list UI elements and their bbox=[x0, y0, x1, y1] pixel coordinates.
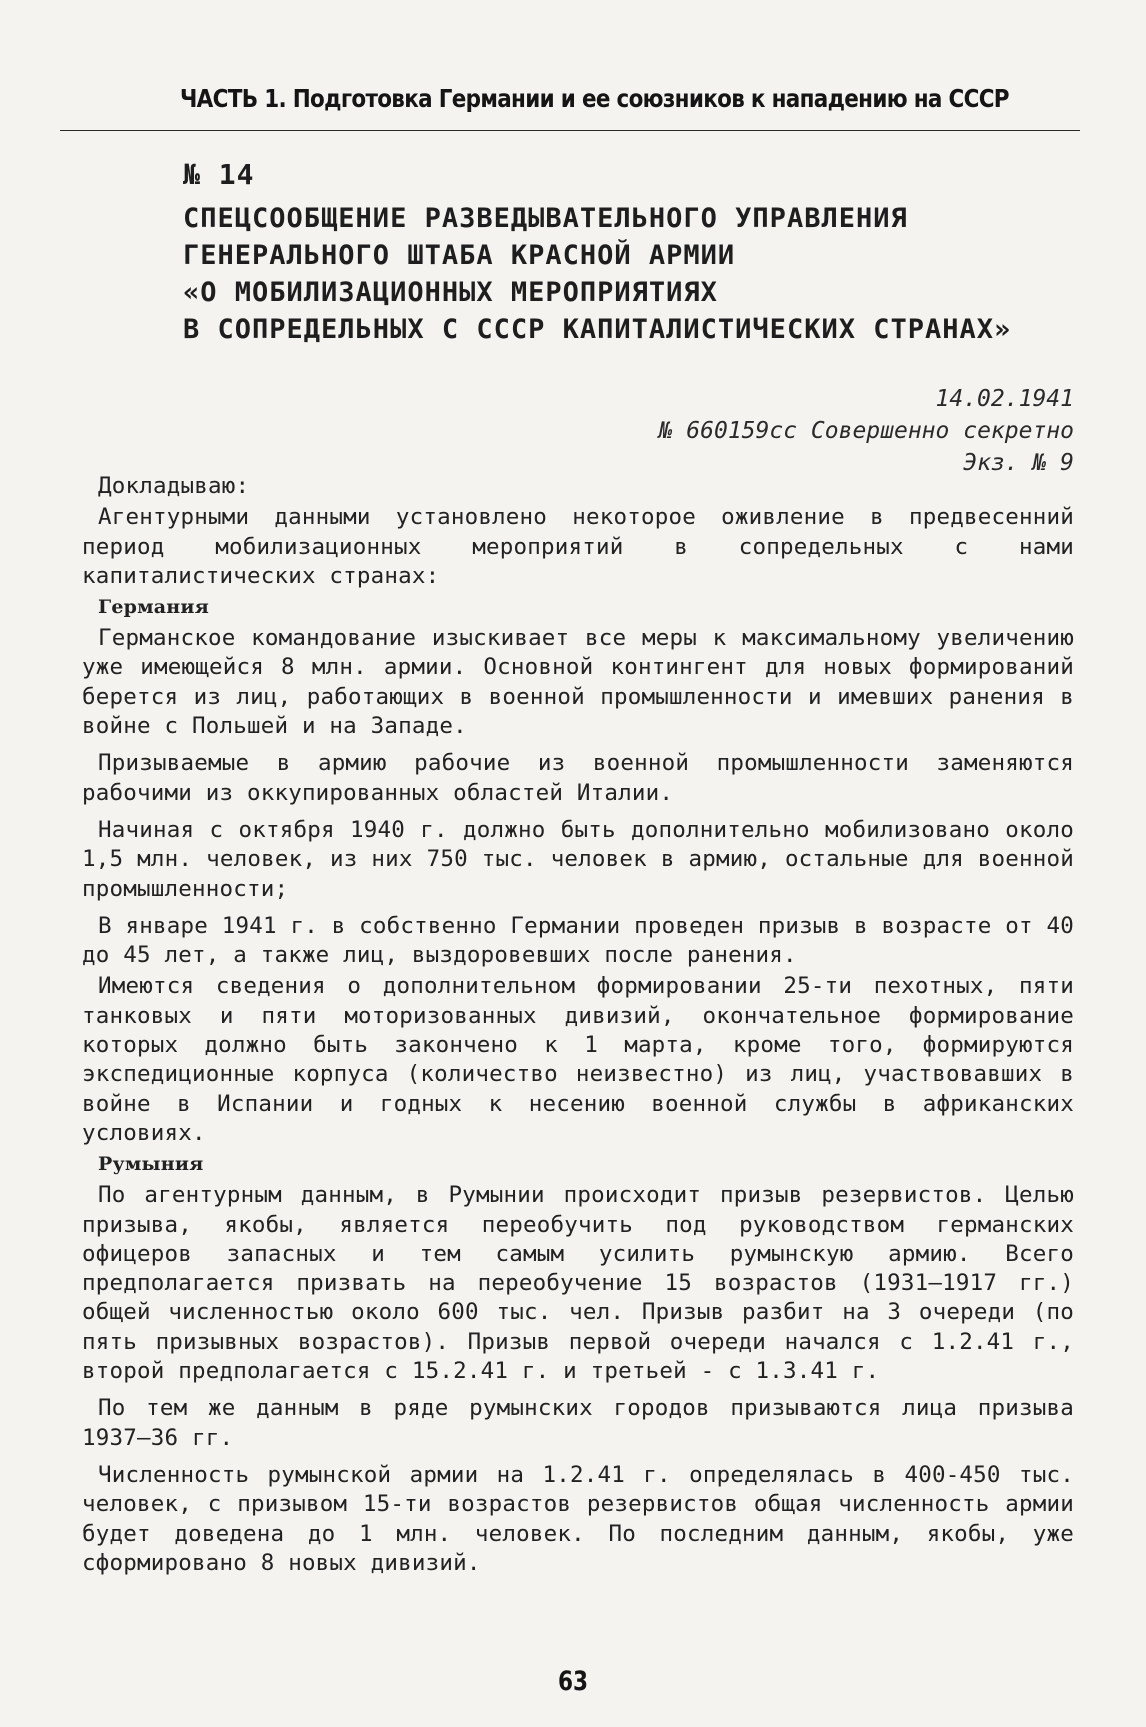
document-date: 14.02.1941 bbox=[935, 386, 1074, 412]
document-copy: Экз. № 9 bbox=[963, 450, 1074, 476]
paragraph: Германское командование изыскивает все меры к максимальному увеличению уже имеющейся 8 млн. армии. Основной контингент для новых формирований берется из лиц, работающих в военной промышленности и имевших ранения в войне с Польшей и на Западе. bbox=[82, 625, 1074, 740]
running-header: ЧАСТЬ 1. Подготовка Германии и ее союзников к нападению на СССР bbox=[180, 84, 1009, 113]
page-number: 63 bbox=[557, 1666, 589, 1697]
document-title-line: «О МОБИЛИЗАЦИОННЫХ МЕРОПРИЯТИЯХ bbox=[183, 277, 718, 308]
section-heading-germany: Германия bbox=[98, 596, 209, 619]
paragraph: Начиная с октября 1940 г. должно быть дополнительно мобилизовано около 1,5 млн. человек, из них 750 тыс. человек в армию, остальные для военной промышленности; bbox=[82, 816, 1074, 902]
document-number: № 14 bbox=[183, 158, 255, 191]
paragraph: Призываемые в армию рабочие из военной промышленности заменяются рабочими из оккупированных областей Италии. bbox=[82, 750, 1074, 806]
document-title-line: СПЕЦСООБЩЕНИЕ РАЗВЕДЫВАТЕЛЬНОГО УПРАВЛЕНИЯ bbox=[183, 203, 908, 234]
document-meta bbox=[659, 383, 1074, 479]
document-title-line: В СОПРЕДЕЛЬНЫХ С СССР КАПИТАЛИСТИЧЕСКИХ СТРАНАХ» bbox=[183, 314, 1012, 345]
document-registration: № 660159сс Совершенно секретно bbox=[658, 418, 1074, 444]
paragraph: По тем же данным в ряде румынских городов призываются лица призыва 1937–36 гг. bbox=[82, 1395, 1074, 1451]
paragraph: По агентурным данным, в Румынии происходит призыв резервистов. Целью призыва, якобы, является переобучить под руководством германских офицеров запасных и тем самым усилить румынскую армию. Всего предполагается призвать на переобучение 15 возрастов (1931–1917 гг.) общей численностью около 600 тыс. чел. Призыв разбит на 3 очереди (по пять призывных возрастов). Призыв первой очереди начался с 1.2.41 г., второй предполагается с 15.2.41 г. и третьей - с 1.3.41 г. bbox=[82, 1182, 1074, 1385]
document-title-line: ГЕНЕРАЛЬНОГО ШТАБА КРАСНОЙ АРМИИ bbox=[183, 240, 736, 271]
opening-line: Докладываю: bbox=[98, 473, 250, 499]
paragraph: Численность румынской армии на 1.2.41 г. определялась в 400-450 тыс. человек, с призывом 15-ти возрастов резервистов общая численность армии будет доведена до 1 млн. человек. По последним данным, якобы, уже сформировано 8 новых дивизий. bbox=[82, 1461, 1074, 1576]
intro-paragraph: Агентурными данными установлено некоторое оживление в предвесенний период мобилизационных мероприятий в сопредельных с нами капиталистических странах: bbox=[82, 504, 1074, 589]
paragraph: В январе 1941 г. в собственно Германии проведен призыв в возрасте от 40 до 45 лет, а также лиц, выздоровевших после ранения. bbox=[82, 912, 1074, 969]
paragraph: Имеются сведения о дополнительном формировании 25-ти пехотных, пяти танковых и пяти моторизованных дивизий, окончательное формирование которых должно быть закончено к 1 марта, кроме того, формируются экспедиционные корпуса (количество неизвестно) из лиц, участвовавших в войне в Испании и годных к несению военной службы в африканских условиях. bbox=[82, 973, 1074, 1146]
document-title bbox=[183, 200, 1083, 348]
section-heading-romania: Румыния bbox=[98, 1153, 204, 1176]
header-rule bbox=[60, 130, 1080, 131]
document-body bbox=[82, 472, 1074, 1580]
